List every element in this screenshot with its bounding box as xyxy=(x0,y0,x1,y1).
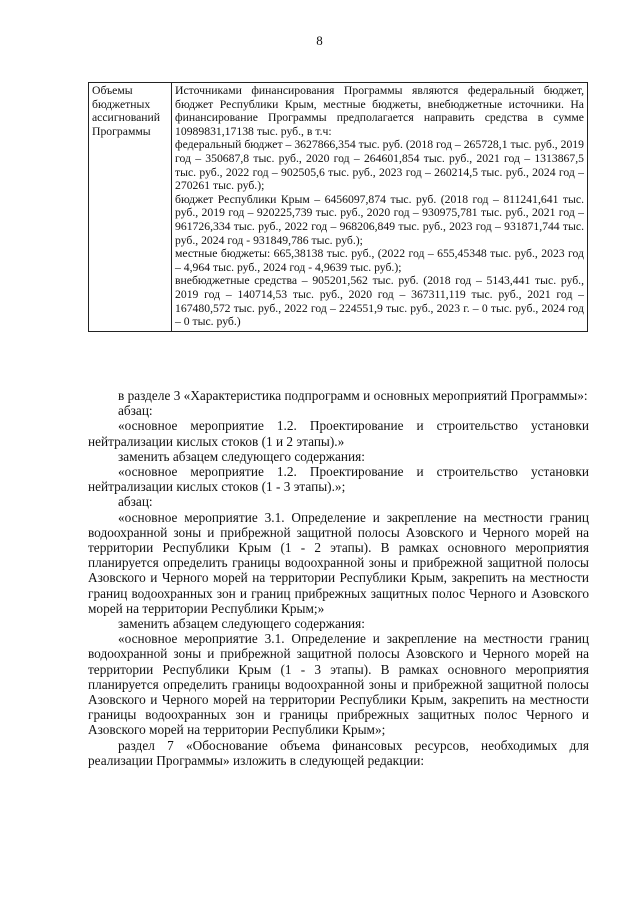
paragraph-replace-1: заменить абзацем следующего содержания: xyxy=(118,448,365,464)
table-label-cell: Объемы бюджетных ассигнований Программы xyxy=(89,83,172,332)
paragraph-new-3-1: «основное мероприятие 3.1. Определение и закрепление на местности границ водоохранной зоны и прибрежной защитной полосы Азовского и Черного морей на территории Республики Крым (1 - 3 этапы). В рамках основного мероприятия планируется определить границы водоохранной зоны и прибрежной защитной полосы Азовского и Черного морей на территории Республики Крым, закрепить на местности границы водоохранных зон и границы прибрежных защитных полос Черного и Азовского морей на территории Республики Крым»; xyxy=(88,631,589,738)
paragraph-old-3-1: «основное мероприятие 3.1. Определение и закрепление на местности границ водоохранной зоны и прибрежной защитной полосы Азовского и Черного морей на территории Республики Крым (1 - 2 этапы). В рамках основного мероприятия планируется определить границы водоохранной зоны и прибрежной защитной полосы Азовского и Черного морей на территории Республики Крым, закрепить на местности границ водоохранных зон и границ прибрежных защитных полос Черного и Азовского морей на территории Республики Крым;» xyxy=(88,509,589,616)
paragraph-new-1-2: «основное мероприятие 1.2. Проектирование и строительство установки нейтрализации кислых стоков (1 - 3 этапы).»; xyxy=(88,464,589,495)
budget-allocation-table xyxy=(88,82,588,332)
document-body xyxy=(88,388,589,768)
local-budgets-text: местные бюджеты: 665,38138 тыс. руб., (2022 год – 655,45348 тыс. руб., 2023 год – 4,964 тыс. руб., 2024 год - 4,9639 тыс. руб.); xyxy=(175,247,584,274)
paragraph-abzac-1: абзац: xyxy=(118,403,153,419)
paragraph-old-1-2: «основное мероприятие 1.2. Проектирование и строительство установки нейтрализации кислых стоков (1 и 2 этапы).» xyxy=(88,418,589,449)
funding-intro: Источниками финансирования Программы являются федеральный бюджет, бюджет Республики Крым, местные бюджеты, внебюджетные источники. На финансирование Программы предполагается направить средства в сумме 10989831,17138 тыс. руб., в т.ч: xyxy=(175,84,584,138)
crimea-budget-text: бюджет Республики Крым – 6456097,874 тыс. руб. (2018 год – 811241,641 тыс. руб., 2019 год – 920225,739 тыс. руб., 2020 год – 930975,781 тыс. руб., 2021 год – 961726,334 тыс. руб., 2022 год – 968206,849 тыс. руб., 2023 год – 931871,744 тыс. руб., 2024 год - 931849,786 тыс. руб.); xyxy=(175,192,584,247)
paragraph-section3-intro: в разделе 3 «Характеристика подпрограмм и основных мероприятий Программы»: xyxy=(118,388,588,403)
paragraph-replace-2: заменить абзацем следующего содержания: xyxy=(118,616,365,632)
federal-budget-text: федеральный бюджет – 3627866,354 тыс. руб. (2018 год – 265728,1 тыс. руб., 2019 год – 350687,8 тыс. руб., 2020 год – 264601,854 тыс. руб., 2021 год – 1313867,5 тыс. руб., 2022 год – 902505,6 тыс. руб., 2023 год – 260214,5 тыс. руб., 2024 год – 270261 тыс. руб.); xyxy=(175,138,584,193)
paragraph-abzac-2: абзац: xyxy=(118,494,153,510)
table-row xyxy=(89,83,588,332)
paragraph-section7: раздел 7 «Обоснование объема финансовых ресурсов, необходимых для реализации Программы» изложить в следующей редакции: xyxy=(88,737,589,768)
extrabudgetary-text: внебюджетные средства – 905201,562 тыс. руб. (2018 год – 5143,441 тыс. руб., 2019 год – 140714,53 тыс. руб., 2020 год – 367311,119 тыс. руб., 2021 год – 167480,572 тыс. руб., 2022 год – 224551,9 тыс. руб., 2023 г. – 0 тыс. руб., 2024 год – 0 тыс. руб.) xyxy=(175,274,584,329)
page-number: 8 xyxy=(316,33,323,48)
table-content-cell xyxy=(172,83,588,332)
